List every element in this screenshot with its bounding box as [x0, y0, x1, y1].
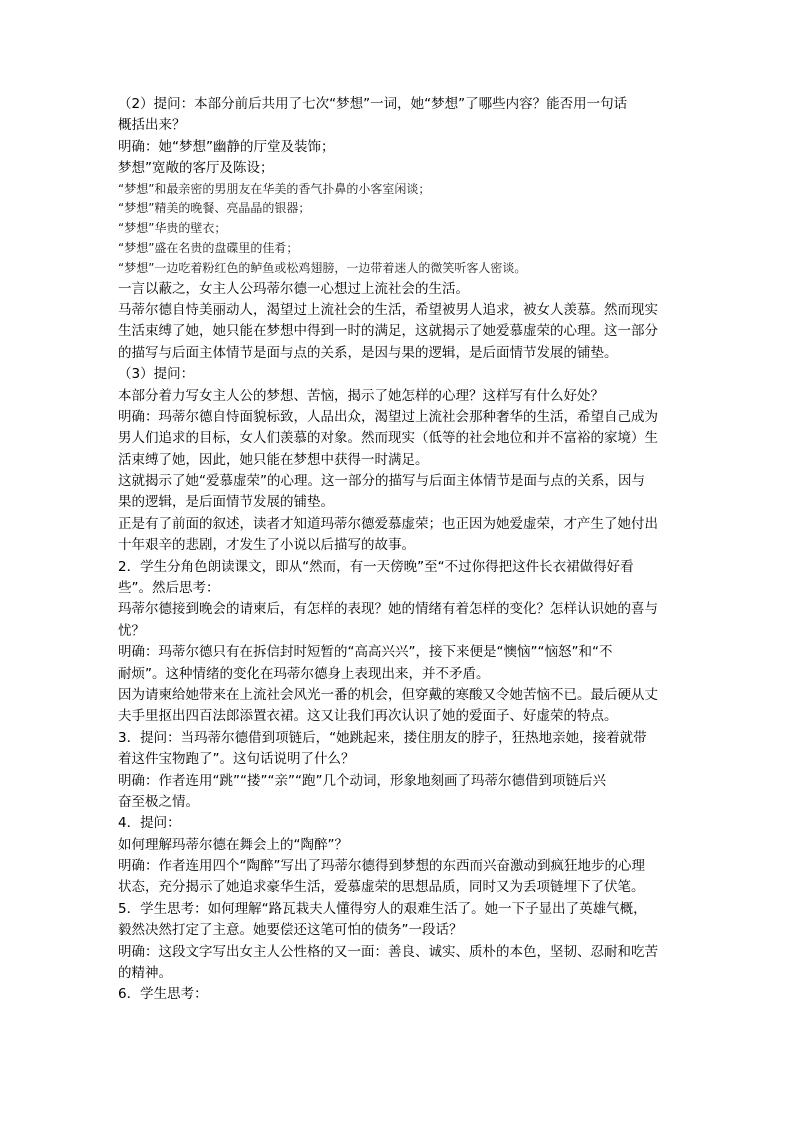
text-line: “梦想”精美的晚餐、亮晶晶的银器；: [118, 201, 311, 216]
text-line: 毅然决然打定了主意。她要偿还这笔可怕的债务”一段话？: [118, 922, 463, 939]
text-line: 如何理解玛蒂尔德在舞会上的“陶醉”？: [118, 836, 348, 853]
text-line: 正是有了前面的叙述，读者才知道玛蒂尔德爱慕虚荣；也正因为她爱虚荣，才产生了她付出: [118, 515, 658, 532]
text-line: “梦想”华贵的壁衣；: [118, 221, 227, 236]
text-line: 夫手里抠出四百法郎添置衣裙。这又让我们再次认识了她的爱面子、好虚荣的特点。: [118, 708, 618, 725]
text-line: 明确：玛蒂尔德只有在拆信封时短暂的“高高兴兴”，接下来便是“懊恼”“恼怒”和“不: [118, 644, 613, 661]
text-line: 因为请柬给她带来在上流社会风光一番的机会，但穿戴的寒酸又令她苦恼不已。最后硬从丈: [118, 686, 658, 703]
text-line: 玛蒂尔德接到晚会的请柬后，有怎样的表现？她的情绪有着怎样的变化？怎样认识她的喜与: [118, 601, 658, 618]
text-line: 果的逻辑，是后面情节发展的铺垫。: [118, 494, 334, 511]
text-line: 的描写与后面主体情节是面与点的关系，是因与果的逻辑，是后面情节发展的铺垫。: [118, 344, 618, 361]
text-line: 本部分着力写女主人公的梦想、苦恼，揭示了她怎样的心理？这样写有什么好处？: [118, 387, 604, 404]
text-line: 明确：她“梦想”幽静的厅堂及装饰；: [118, 138, 335, 155]
text-line: 奋至极之情。: [118, 793, 199, 810]
text-line: “梦想”盛在名贵的盘碟里的佳肴；: [118, 240, 299, 255]
text-line: 活束缚了她，因此，她只能在梦想中获得一时满足。: [118, 451, 429, 468]
text-line: 耐烦”。这种情绪的变化在玛蒂尔德身上表现出来，并不矛盾。: [118, 665, 490, 682]
document-page: [118, 94, 678, 1006]
text-line: 6．学生思考：: [118, 986, 208, 1003]
text-line: 4．提问：: [118, 815, 181, 832]
text-line: 十年艰辛的悲剧，才发生了小说以后描写的故事。: [118, 537, 415, 554]
text-line: 的精神。: [118, 965, 172, 982]
text-line: （2）提问：本部分前后共用了七次“梦想”一词，她“梦想”了哪些内容？能否用一句话: [118, 96, 628, 112]
text-line: 2．学生分角色朗读课文，即从“然而，有一天傍晚”至“不过你得把这件长衣裙做得好看: [118, 558, 634, 575]
text-line: 状态，充分揭示了她追求豪华生活，爱慕虚荣的思想品质，同时又为丢项链埋下了伏笔。: [118, 879, 645, 896]
text-line: 梦想”宽敞的客厅及陈设；: [118, 160, 274, 177]
text-line: 忧？: [118, 622, 145, 639]
text-line: “梦想”一边吃着粉红色的鲈鱼或松鸡翅膀，一边带着迷人的微笑听客人密谈。: [118, 260, 527, 275]
text-line: 些”。然后思考：: [118, 580, 220, 597]
text-line: 明确：作者连用“跳”“搂”“亲”“跑”几个动词，形象地刻画了玛蒂尔德借到项链后兴: [118, 772, 606, 789]
text-line: “梦想”和最亲密的男朋友在华美的香气扑鼻的小客室闲谈；: [118, 181, 431, 196]
text-line: 5．学生思考：如何理解“路瓦栽夫人懂得穷人的艰难生活了。她一下子显出了英雄气概，: [118, 900, 647, 917]
text-line: 男人们追求的目标，女人们羡慕的对象。然而现实（低等的社会地位和并不富裕的家境）生: [118, 430, 658, 447]
text-line: 生活束缚了她，她只能在梦想中得到一时的满足，这就揭示了她爱慕虚荣的心理。这一部分: [118, 323, 658, 340]
text-line: 3．提问：当玛蒂尔德借到项链后，“她跳起来，搂住朋友的脖子，狂热地亲她，接着就带: [118, 729, 647, 746]
text-line: （3）提问：: [118, 366, 195, 383]
text-line: 着这件宝物跑了”。这句话说明了什么？: [118, 751, 355, 768]
text-line: 明确：作者连用四个“陶醉”写出了玛蒂尔德得到梦想的东西而兴奋激动到疯狂地步的心理: [118, 858, 645, 875]
text-line: 马蒂尔德自恃美丽动人，渴望过上流社会的生活，希望被男人追求，被女人羡慕。然而现实: [118, 301, 658, 318]
text-line: 概括出来？: [118, 117, 186, 134]
text-line: 这就揭示了她“爱慕虚荣”的心理。这一部分的描写与后面主体情节是面与点的关系，因与: [118, 473, 645, 490]
text-line: 一言以蔽之，女主人公玛蒂尔德一心想过上流社会的生活。: [118, 280, 469, 297]
text-line: 明确：玛蒂尔德自恃面貌标致，人品出众，渴望过上流社会那种奢华的生活，希望自己成为: [118, 408, 658, 425]
text-line: 明确：这段文字写出女主人公性格的又一面：善良、诚实、质朴的本色，坚韧、忍耐和吃苦: [118, 943, 658, 960]
